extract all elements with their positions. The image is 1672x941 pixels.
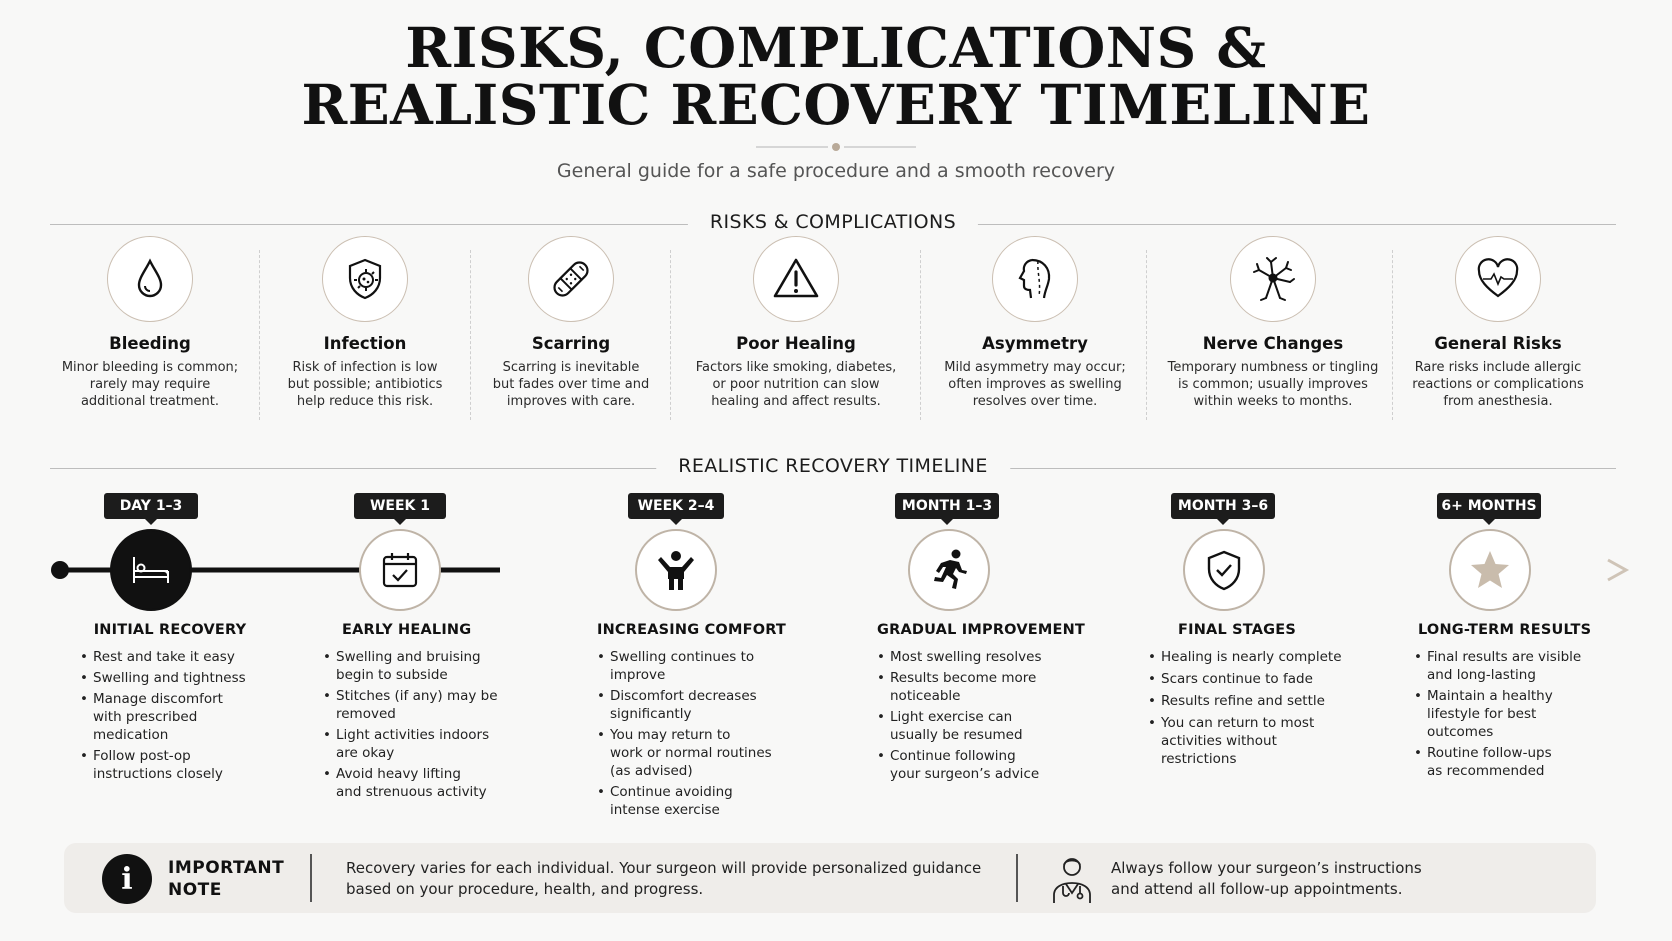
shield-check-icon — [1183, 529, 1265, 611]
stage-increasing-comfort — [597, 622, 807, 822]
stage-bullets — [80, 648, 260, 783]
risk-title: Bleeding — [109, 334, 191, 353]
timeline-tag-6-months: 6+ MONTHS — [1437, 493, 1541, 519]
list-item: • Continue avoiding intense exercise — [597, 783, 807, 819]
note-title: IMPORTANT NOTE — [168, 858, 285, 900]
stage-long-term-results — [1414, 622, 1604, 783]
list-item: • Maintain a healthy lifestyle for best outcomes — [1414, 687, 1604, 741]
timeline-tag-day-1-3: DAY 1–3 — [104, 493, 198, 519]
stage-title: EARLY HEALING — [342, 622, 472, 638]
list-item: • Final results are visible and long-lasting — [1414, 648, 1604, 684]
risk-title: Infection — [323, 334, 407, 353]
warning-icon — [753, 236, 839, 322]
list-item: • Swelling continues to improve — [597, 648, 807, 684]
risk-card-infection — [265, 236, 465, 410]
risk-divider — [259, 250, 260, 420]
list-item: • Continue following your surgeon’s advice — [877, 747, 1077, 783]
timeline-tag-week-1: WEEK 1 — [354, 493, 446, 519]
risk-description: Factors like smoking, diabetes, or poor nutrition can slow healing and affect results. — [695, 360, 897, 409]
list-item: • Results refine and settle — [1148, 692, 1358, 710]
droplet-icon — [107, 236, 193, 322]
risk-title: Poor Healing — [736, 334, 856, 353]
risk-description: Rare risks include allergic reactions or complications from anesthesia. — [1412, 360, 1584, 409]
calendar-check-icon — [359, 529, 441, 611]
running-person-icon — [908, 529, 990, 611]
list-item: • Manage discomfort with prescribed medication — [80, 690, 260, 744]
stage-bullets — [323, 648, 533, 801]
note-text-secondary: Always follow your surgeon’s instructions and attend all follow-up appointments. — [1111, 859, 1422, 898]
page-title-line-1: RISKS, COMPLICATIONS & — [405, 15, 1267, 80]
risk-description: Risk of infection is low but possible; antibiotics help reduce this risk. — [287, 360, 443, 409]
page-title-line-2: REALISTIC RECOVERY TIMELINE — [301, 72, 1371, 137]
risk-title: Scarring — [531, 334, 611, 353]
list-item: • Routine follow-ups as recommended — [1414, 744, 1604, 780]
list-item: • Healing is nearly complete — [1148, 648, 1358, 666]
title-divider-ornament — [756, 140, 916, 154]
risk-title: General Risks — [1434, 334, 1562, 353]
stage-title: INITIAL RECOVERY — [93, 622, 247, 638]
nerve-icon — [1230, 236, 1316, 322]
stage-final-stages — [1148, 622, 1358, 771]
bandage-icon — [528, 236, 614, 322]
stage-early-healing — [323, 622, 533, 804]
timeline-tag-month-1-3: MONTH 1–3 — [895, 493, 999, 519]
list-item: • You can return to most activities without restrictions — [1148, 714, 1358, 768]
risk-divider — [920, 250, 921, 420]
list-item: • Discomfort decreases significantly — [597, 687, 807, 723]
list-item: • Avoid heavy lifting and strenuous activity — [323, 765, 533, 801]
face-profile-icon — [992, 236, 1078, 322]
timeline-track — [0, 520, 1672, 620]
stage-title: GRADUAL IMPROVEMENT — [877, 622, 1086, 638]
list-item: • Light activities indoors are okay — [323, 726, 533, 762]
note-separator — [1016, 854, 1018, 902]
timeline-tag-month-3-6: MONTH 3–6 — [1171, 493, 1275, 519]
person-arms-up-icon — [635, 529, 717, 611]
timeline-heading-label: REALISTIC RECOVERY TIMELINE — [656, 455, 1010, 477]
list-item: • Results become more noticeable — [877, 669, 1077, 705]
stage-bullets — [597, 648, 807, 819]
risk-card-general-risks — [1398, 236, 1598, 410]
bed-icon — [110, 529, 192, 611]
risk-description: Mild asymmetry may occur; often improves as swelling resolves over time. — [944, 360, 1126, 409]
heart-pulse-icon — [1455, 236, 1541, 322]
risk-description: Minor bleeding is common; rarely may require additional treatment. — [61, 360, 239, 409]
list-item: • Swelling and bruising begin to subside — [323, 648, 533, 684]
stage-title: LONG-TERM RESULTS — [1418, 622, 1592, 638]
risks-section-heading — [50, 211, 1616, 237]
risk-card-poor-healing — [676, 236, 916, 410]
list-item: • Rest and take it easy — [80, 648, 260, 666]
stage-gradual-improvement — [877, 622, 1086, 786]
risk-divider — [1146, 250, 1147, 420]
stage-bullets — [877, 648, 1077, 783]
note-separator — [310, 854, 312, 902]
list-item: • Scars continue to fade — [1148, 670, 1358, 688]
risk-description: Scarring is inevitable but fades over time and improves with care. — [492, 360, 650, 409]
list-item: • Light exercise can usually be resumed — [877, 708, 1077, 744]
shield-germ-icon — [322, 236, 408, 322]
list-item: • You may return to work or normal routines (as advised) — [597, 726, 807, 780]
stage-title: INCREASING COMFORT — [597, 622, 787, 638]
list-item: • Stitches (if any) may be removed — [323, 687, 533, 723]
risk-card-nerve-changes — [1153, 236, 1393, 410]
risk-card-bleeding — [50, 236, 250, 410]
risk-card-asymmetry — [925, 236, 1145, 410]
stage-initial-recovery — [80, 622, 260, 786]
list-item: • Most swelling resolves — [877, 648, 1077, 666]
stage-title: FINAL STAGES — [1178, 622, 1297, 638]
risk-title: Nerve Changes — [1202, 334, 1344, 353]
star-icon — [1449, 529, 1531, 611]
timeline-tag-week-2-4: WEEK 2–4 — [628, 493, 724, 519]
risks-heading-label: RISKS & COMPLICATIONS — [688, 211, 978, 233]
page-subtitle: General guide for a safe procedure and a smooth recovery — [556, 160, 1116, 182]
important-note-banner — [64, 843, 1596, 913]
note-text: Recovery varies for each individual. Your surgeon will provide personalized guidance based on your procedure, health, and progress. — [346, 859, 982, 898]
list-item: • Swelling and tightness — [80, 669, 260, 687]
stage-bullets — [1148, 648, 1358, 768]
risk-card-scarring — [471, 236, 671, 410]
list-item: • Follow post-op instructions closely — [80, 747, 260, 783]
risk-description: Temporary numbness or tingling is common; usually improves within weeks to months. — [1167, 360, 1379, 409]
risk-title: Asymmetry — [982, 334, 1088, 353]
info-icon: i — [102, 854, 152, 904]
stage-bullets — [1414, 648, 1604, 780]
timeline-section-heading — [50, 455, 1616, 481]
